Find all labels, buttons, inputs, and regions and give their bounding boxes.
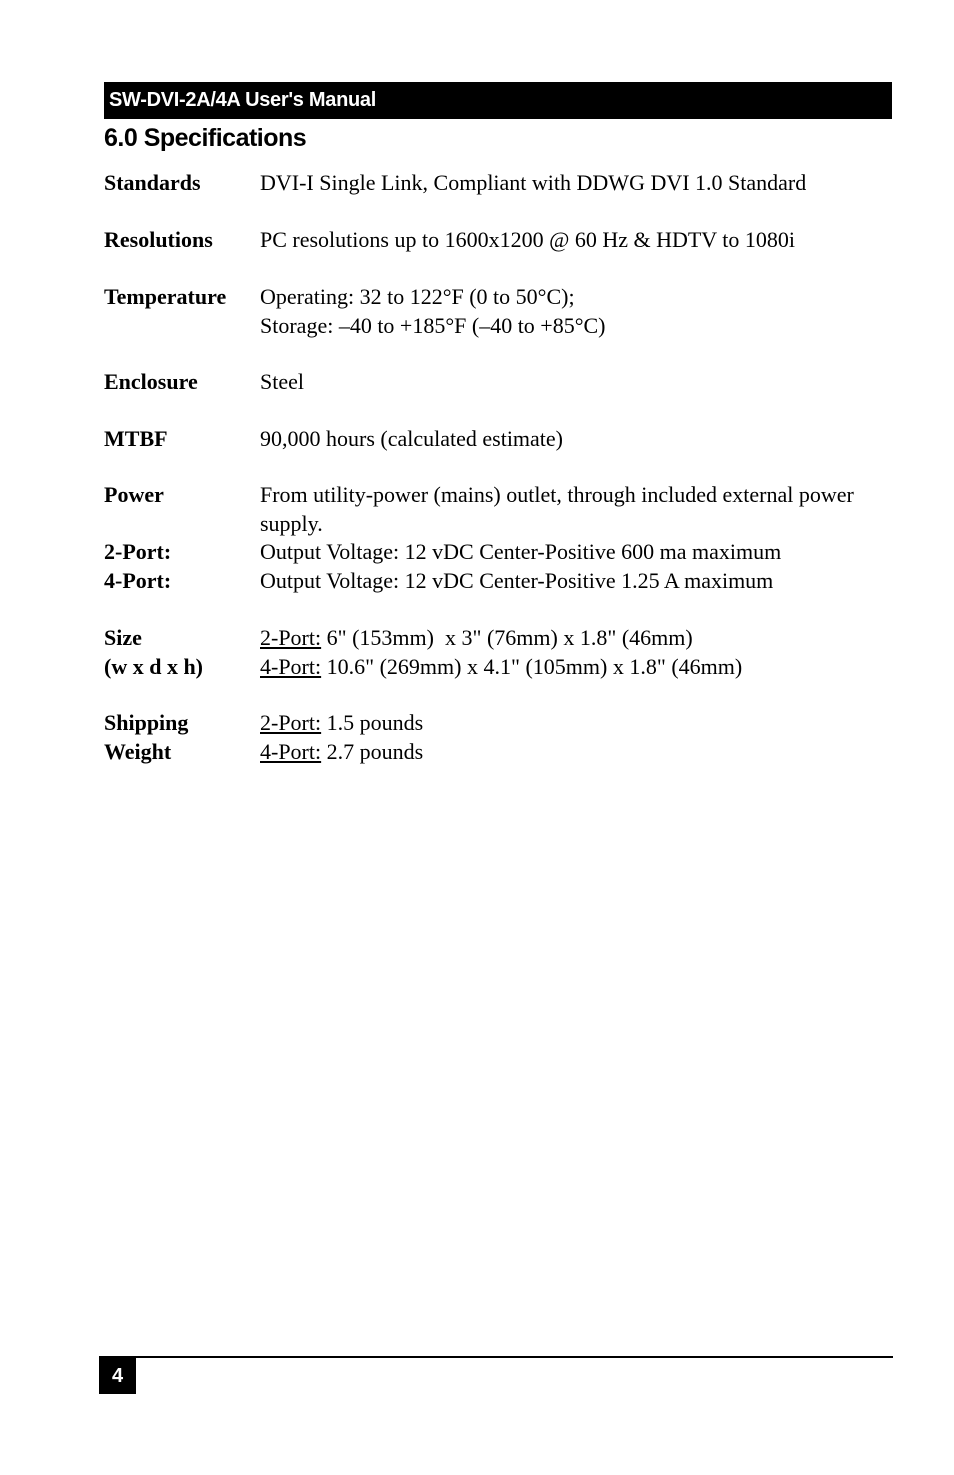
- spec-value-mtbf: 90,000 hours (calculated estimate): [260, 426, 564, 451]
- manual-title: SW-DVI-2A/4A User's Manual: [109, 89, 376, 111]
- weight-2port: [260, 709, 860, 738]
- size-4port-prefix: 4-Port:: [260, 653, 322, 679]
- spec-value-resolutions: PC resolutions up to 1600x1200 @ 60 Hz & HDTV to 1080i: [260, 227, 796, 252]
- size-2port: [260, 624, 860, 653]
- spec-label-resolutions: Resolutions: [104, 227, 213, 252]
- spec-value-standards: DVI-I Single Link, Compliant with DDWG DVI 1.0 Standard: [260, 170, 807, 195]
- spec-label-size: [104, 624, 203, 681]
- spec-label-enclosure: Enclosure: [104, 369, 198, 394]
- manual-header-bar: [104, 82, 892, 119]
- spec-label-power: Power: [104, 482, 164, 507]
- size-4port-value: 10.6" (269mm) x 4.1" (105mm) x 1.8" (46mm): [321, 653, 743, 679]
- shipping-label-line1: Shipping: [104, 710, 189, 735]
- page-number: 4: [99, 1358, 136, 1394]
- spec-label-shipping-weight: [104, 709, 188, 766]
- weight-2port-prefix: 2-Port:: [260, 710, 322, 735]
- spec-value-power-2port: Output Voltage: 12 vDC Center-Positive 600 ma maximum: [260, 539, 782, 564]
- spec-label-mtbf: MTBF: [104, 426, 168, 451]
- spec-label-standards: Standards: [104, 170, 201, 195]
- spec-label-power-2port: 2-Port:: [104, 539, 172, 564]
- shipping-label-line2: Weight: [104, 738, 172, 764]
- section-title: 6.0 Specifications: [104, 124, 307, 152]
- weight-4port: [260, 738, 860, 767]
- size-2port-prefix: 2-Port:: [260, 625, 322, 650]
- spec-value-power: From utility-power (mains) outlet, through included external power supply.: [260, 482, 854, 536]
- size-4port: [260, 653, 860, 682]
- spec-value-enclosure: Steel: [260, 369, 304, 394]
- size-label-line1: Size: [104, 625, 142, 650]
- footer-rule: [99, 1356, 893, 1358]
- spec-value-shipping-weight: [260, 709, 860, 766]
- size-label-line2: (w x d x h): [104, 653, 204, 679]
- weight-4port-prefix: 4-Port:: [260, 738, 322, 764]
- spec-value-power-4port: Output Voltage: 12 vDC Center-Positive 1.25 A maximum: [260, 568, 774, 593]
- spec-value-temperature: [260, 283, 860, 340]
- weight-2port-value: 1.5 pounds: [321, 710, 424, 735]
- size-2port-value: 6" (153mm) x 3" (76mm) x 1.8" (46mm): [321, 625, 693, 650]
- spec-label-temperature: Temperature: [104, 284, 227, 309]
- temperature-storage: Storage: –40 to +185°F (–40 to +85°C): [260, 312, 606, 338]
- spec-value-size: [260, 624, 860, 681]
- spec-label-power-4port: 4-Port:: [104, 568, 172, 593]
- weight-4port-value: 2.7 pounds: [321, 738, 424, 764]
- temperature-operating: Operating: 32 to 122°F (0 to 50°C);: [260, 284, 575, 309]
